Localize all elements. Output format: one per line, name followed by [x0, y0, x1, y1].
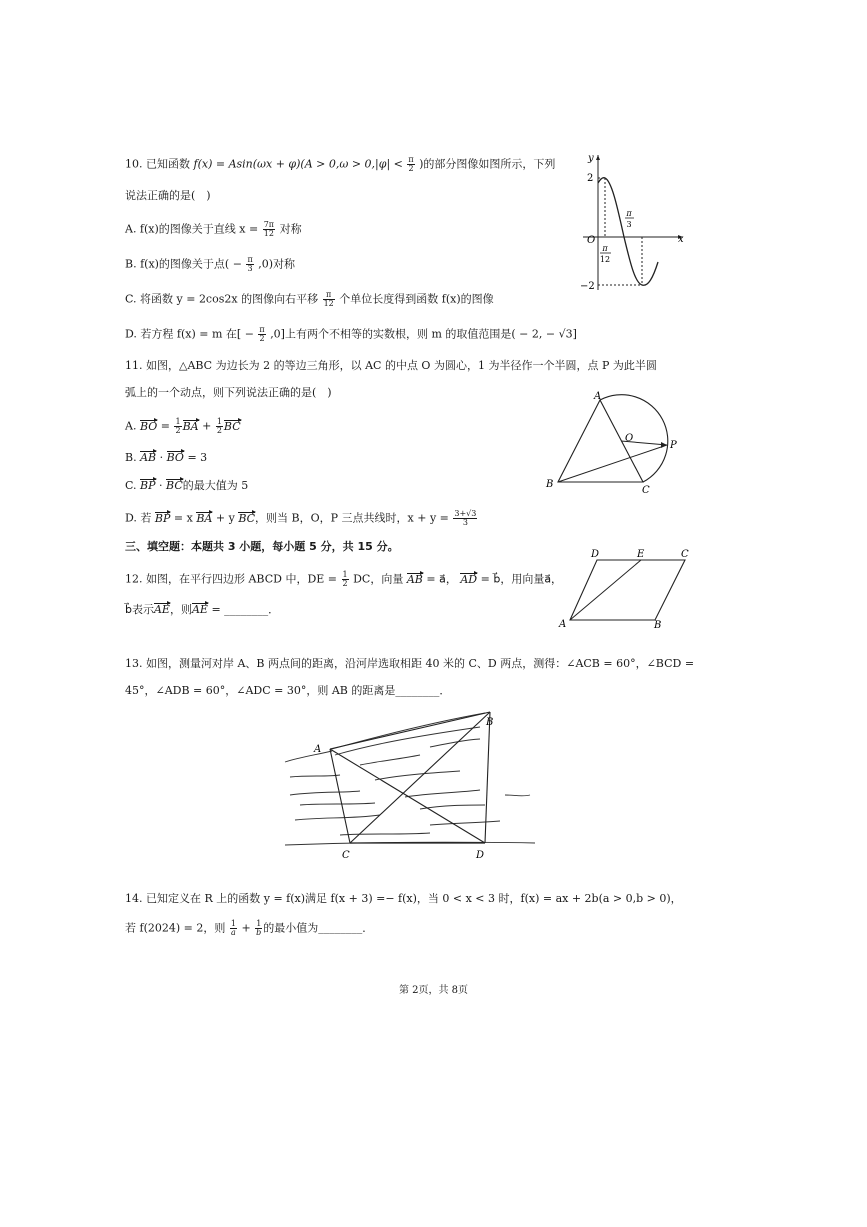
label-d: D: [591, 549, 600, 560]
q10-stem-line2: 说法正确的是( ): [125, 189, 211, 202]
sine-curve: [598, 178, 658, 286]
origin-label: O: [587, 235, 596, 246]
q14-stem-line1: 14. 已知定义在 R 上的函数 y = f(x)满足 f(x + 3) =− f(x)，当 0 < x < 3 时，f(x) = ax + 2b(a > 0,b > 0)，: [125, 892, 682, 905]
y-min-label: −2: [580, 281, 595, 292]
section-3-heading: 三、填空题：本题共 3 小题，每小题 5 分，共 15 分。: [125, 540, 399, 553]
q11-option-b: B. AB · BO = 3: [125, 451, 208, 464]
q13-river-figure: [280, 705, 540, 865]
q10-option-d: D. 若方程 f(x) = m 在[ − $\frac{\pi}{2}$ ,0]上有两个不相等的实数根，则 m 的取值范围是( − 2, − √3]: [125, 325, 577, 343]
q11-stem-line1: 11. 如图，△ABC 为边长为 2 的等边三角形，以 AC 的中点 O 为圆心，1 为半径作一个半圆，点 P 为此半圆: [125, 359, 657, 372]
segment-bd: [485, 712, 490, 843]
segment-ab: [330, 712, 490, 749]
q13-stem-line2: 45°，∠ADB = 60°，∠ADC = 30°，则 AB 的距离是________．: [125, 684, 451, 697]
q10-stem-line1: [125, 156, 555, 173]
x-tick-pi3-num: π: [626, 209, 632, 218]
segment-ae: [570, 560, 641, 620]
label-b: B: [654, 620, 662, 630]
q10-sine-graph: [578, 150, 688, 295]
q11-option-c: C. BP · BC的最大值为 5: [125, 479, 249, 492]
label-o: O: [625, 433, 634, 444]
label-c: C: [642, 485, 650, 496]
q12-stem-line2: b⃗表示AE，则AE = ________．: [125, 603, 280, 616]
semicircle-arc: [600, 395, 668, 482]
q10-function: f(x) = Asin(ωx + φ)(A > 0,ω > 0,|φ| <: [193, 157, 403, 171]
segment-ac: [330, 749, 350, 843]
q10-option-b: B. f(x)的图像关于点( − $\frac{\pi}{3}$ ,0)对称: [125, 255, 296, 273]
y-max-label: 2: [587, 173, 594, 184]
label-a: A: [594, 391, 602, 402]
q11-option-d: D. 若 BP = x BA + y BC，则当 B，O，P 三点共线时，x + y = $\frac{3+√3}{3}$: [125, 509, 477, 527]
q12-parallelogram-figure: [555, 545, 700, 630]
q11-stem-line2: 弧上的一个动点，则下列说法正确的是( ): [125, 386, 332, 399]
q12-stem-line1: 12. 如图，在平行四边形 ABCD 中，DE = $\frac{1}{2}$ DC，向量 AB = a⃗， AD = b⃗，用向量a⃗，: [125, 570, 563, 588]
q10-stem: 10. 已知函数: [125, 157, 190, 171]
label-b: B: [486, 717, 494, 728]
label-a: A: [314, 744, 322, 755]
q11-triangle-semicircle-figure: [540, 385, 690, 500]
x-tick-pi12-num: π: [602, 244, 608, 253]
q10-frac: $\frac{\pi}{2}$: [408, 155, 414, 173]
page-footer: 第 2页，共 8页: [398, 985, 469, 996]
label-c: C: [681, 549, 689, 560]
label-a: A: [559, 619, 567, 630]
y-axis-label: y: [588, 153, 594, 164]
x-tick-pi3-den: 3: [626, 220, 632, 229]
q11-option-a: A. BO = $\frac{1}{2}$ BA + $\frac{1}{2}$ BC: [125, 417, 241, 435]
label-d: D: [476, 850, 485, 861]
q10-stem-tail: )的部分图像如图所示，下列: [419, 157, 556, 171]
label-b: B: [546, 479, 554, 490]
q10-option-a: A. f(x)的图像关于直线 x = $\frac{7\pi}{12}$ 对称: [125, 220, 302, 238]
q10-option-c: C. 将函数 y = 2cos2x 的图像向右平移 $\frac{\pi}{12}$ 个单位长度得到函数 f(x)的图像: [125, 290, 494, 308]
label-e: E: [637, 549, 645, 560]
segment-ad: [330, 749, 485, 843]
parallelogram-abcd: [570, 560, 685, 620]
x-axis-label: x: [678, 234, 684, 245]
river-water-lines: [285, 713, 535, 845]
label-c: C: [342, 850, 350, 861]
segment-bc: [350, 712, 490, 843]
q14-stem-line2: 若 f(2024) = 2，则 $\frac{1}{a}$ + $\frac{1}{b}$ 的最小值为________．: [125, 919, 374, 937]
x-tick-pi12-den: 12: [599, 255, 611, 264]
q13-stem-line1: 13. 如图，测量河对岸 A、B 两点间的距离，沿河岸选取相距 40 米的 C、D 两点，测得：∠ACB = 60°，∠BCD =: [125, 657, 695, 670]
label-p: P: [670, 440, 677, 451]
